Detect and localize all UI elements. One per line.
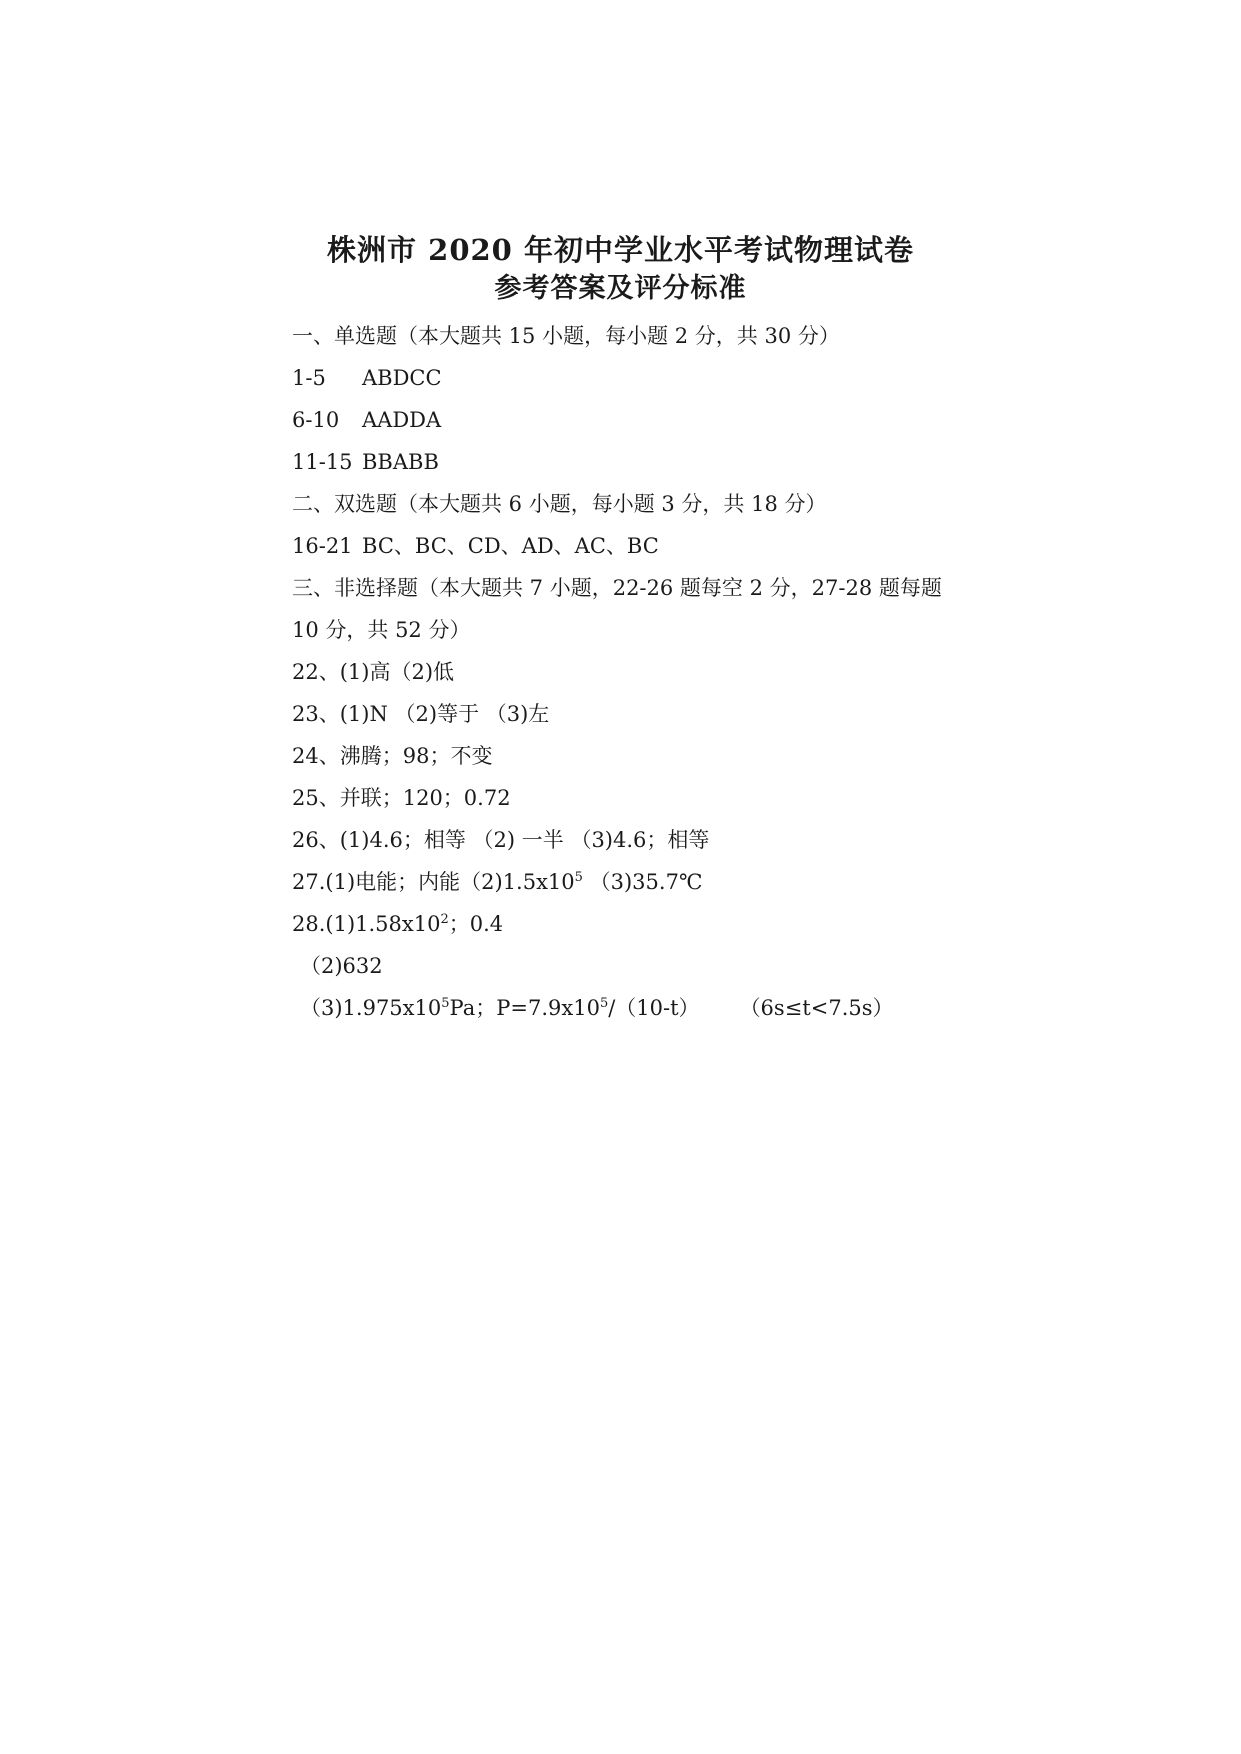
exponent: 5 <box>599 996 609 1011</box>
answer-q28-3-part1: （3)1.975x10 <box>300 996 442 1020</box>
range-label: 1-5 <box>292 366 326 390</box>
answer-row-11-15 <box>292 448 439 476</box>
answer-q27 <box>292 868 702 896</box>
answer-q28-3 <box>300 994 894 1022</box>
answer-q28-1-part1: 28.(1)1.58x10 <box>292 912 441 936</box>
answer-letters: BBABB <box>362 450 439 474</box>
answer-q28-1-part2: ；0.4 <box>448 912 504 936</box>
answer-q28-3-part3: /（10-t） <box>608 996 700 1020</box>
page-subtitle: 参考答案及评分标准 <box>494 273 747 304</box>
answer-q28-3-range: （6s≤t<7.5s） <box>739 996 894 1020</box>
exponent: 2 <box>440 912 449 927</box>
page-title: 株洲市 2020 年初中学业水平考试物理试卷 <box>327 233 914 267</box>
answer-q25: 25、并联；120；0.72 <box>292 786 511 810</box>
answer-row-16-21 <box>292 532 659 560</box>
exponent: 5 <box>441 996 450 1011</box>
answer-letters: AADDA <box>362 408 442 432</box>
section-3-heading-cont: 10 分，共 52 分） <box>292 618 471 642</box>
section-3-heading: 三、非选择题（本大题共 7 小题，22-26 题每空 2 分，27-28 题每题 <box>292 576 942 600</box>
answer-row-6-10 <box>292 406 441 434</box>
answer-q28-1 <box>292 910 503 938</box>
section-2-heading: 二、双选题（本大题共 6 小题，每小题 3 分，共 18 分） <box>292 492 827 516</box>
exponent: 5 <box>574 870 583 885</box>
answer-q26: 26、(1)4.6；相等 （2) 一半 （3)4.6；相等 <box>292 828 710 852</box>
answer-q23: 23、(1)N （2)等于 （3)左 <box>292 702 550 726</box>
answer-q22: 22、(1)高（2)低 <box>292 660 455 684</box>
range-label: 6-10 <box>292 408 340 432</box>
range-label: 16-21 <box>292 534 353 558</box>
answer-q28-2: （2)632 <box>300 954 383 978</box>
range-label: 11-15 <box>292 450 353 474</box>
answer-q27-part2: （3)35.7℃ <box>582 870 703 894</box>
answer-row-1-5 <box>292 364 442 392</box>
answer-q24: 24、沸腾；98；不变 <box>292 744 493 768</box>
answer-q27-part1: 27.(1)电能；内能（2)1.5x10 <box>292 870 575 894</box>
answer-letters: ABDCC <box>362 366 442 390</box>
answer-q28-3-part2: Pa；P=7.9x10 <box>449 996 600 1020</box>
section-1-heading: 一、单选题（本大题共 15 小题，每小题 2 分，共 30 分） <box>292 324 840 348</box>
answer-letters: BC、BC、CD、AD、AC、BC <box>362 534 659 558</box>
